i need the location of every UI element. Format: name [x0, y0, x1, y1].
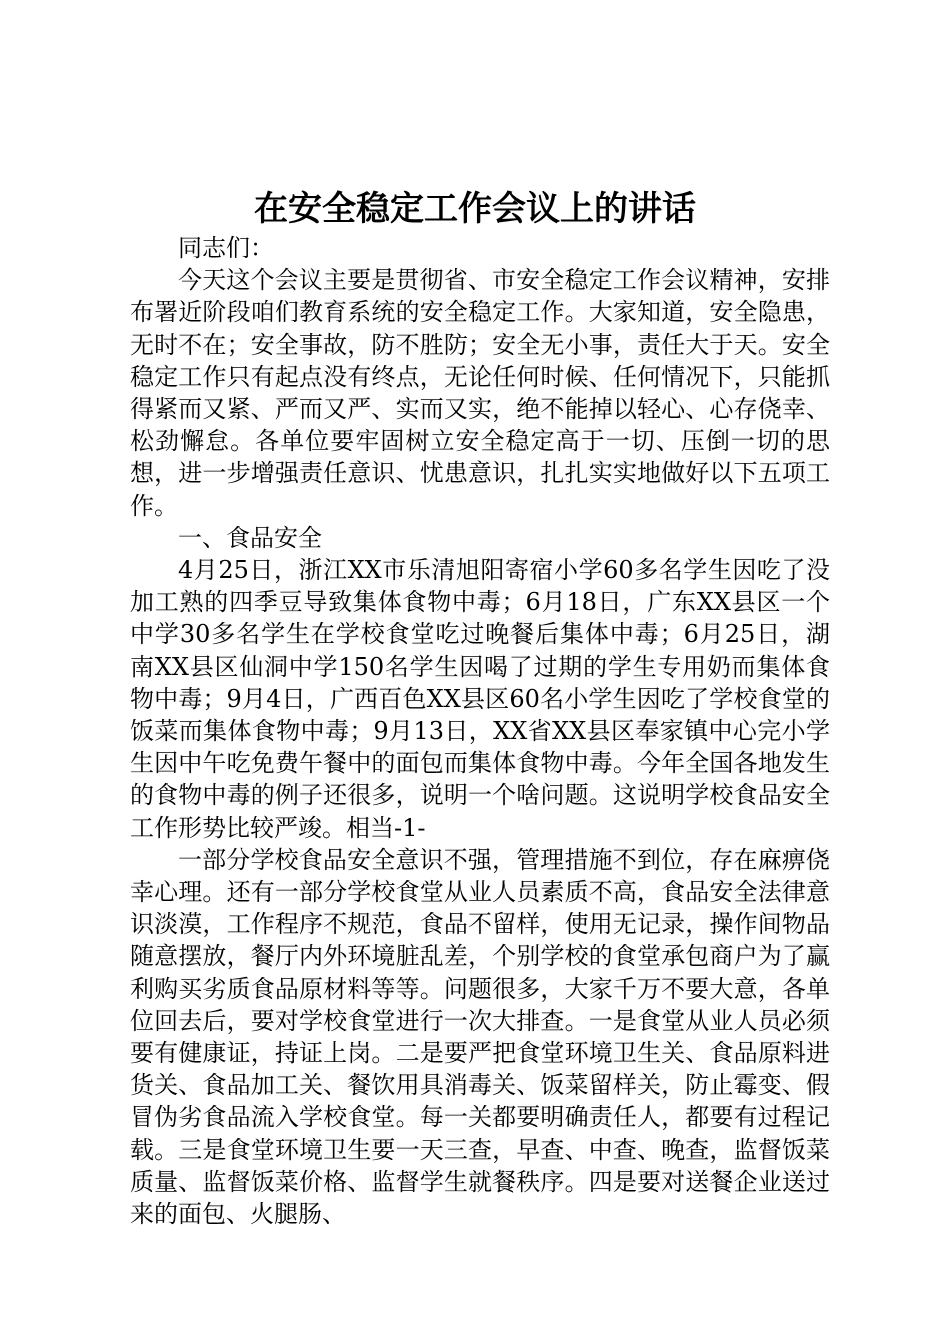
- intro-paragraph: 今天这个会议主要是贯彻省、市安全稳定工作会议精神，安排布署近阶段咱们教育系统的安全稳定工作。大家知道，安全隐患，无时不在；安全事故，防不胜防；安全无小事，责任大于天。安全稳定工作只有起点没有终点，无论任何时候、任何情况下，只能抓得紧而又紧、严而又严、实而又实，绝不能掉以轻心、心存侥幸、松劲懈怠。各单位要牢固树立安全稳定高于一切、压倒一切的思想，进一步增强责任意识、忧患意识，扎扎实实地做好以下五项工作。: [130, 266, 830, 520]
- document-body: [130, 232, 830, 1230]
- salutation-paragraph: 同志们：: [178, 234, 274, 262]
- section-heading-food-safety: 一、食品安全: [178, 523, 322, 552]
- measures-paragraph: 一部分学校食品安全意识不强，管理措施不到位，存在麻痹侥幸心理。还有一部分学校食堂从业人员素质不高，食品安全法律意识淡漠，工作程序不规范，食品不留样，使用无记录，操作间物品随意摆放，餐厅内外环境脏乱差，个别学校的食堂承包商户为了赢利购买劣质食品原材料等等。问题很多，大家千万不要大意，各单位回去后，要对学校食堂进行一次大排查。一是食堂从业人员必须要有健康证，持证上岗。二是要严把食堂环境卫生关、食品原料进货关、食品加工关、餐饮用具消毒关、饭菜留样关，防止霉变、假冒伪劣食品流入学校食堂。每一关都要明确责任人，都要有过程记载。三是食堂环境卫生要一天三查，早查、中查、晚查，监督饭菜质量、监督饭菜价格、监督学生就餐秩序。四是要对送餐企业送过来的面包、火腿肠、: [130, 845, 830, 1229]
- incidents-paragraph: 4月25日，浙江XX市乐清旭阳寄宿小学60多名学生因吃了没加工熟的四季豆导致集体食物中毒；6月18日，广东XX县区一个中学30多名学生在学校食堂吃过晚餐后集体中毒；6月25日，湖南XX县区仙洞中学150名学生因喝了过期的学生专用奶而集体食物中毒；9月4日，广西百色XX县区60名小学生因吃了学校食堂的饭菜而集体食物中毒；9月13日，XX省XX县区奉家镇中心完小学生因中午吃免费午餐中的面包而集体食物中毒。今年全国各地发生的食物中毒的例子还很多，说明一个啥问题。这说明学校食品安全工作形势比较严竣。相当-1-: [130, 556, 830, 842]
- document-title: 在安全稳定工作会议上的讲话: [254, 189, 696, 229]
